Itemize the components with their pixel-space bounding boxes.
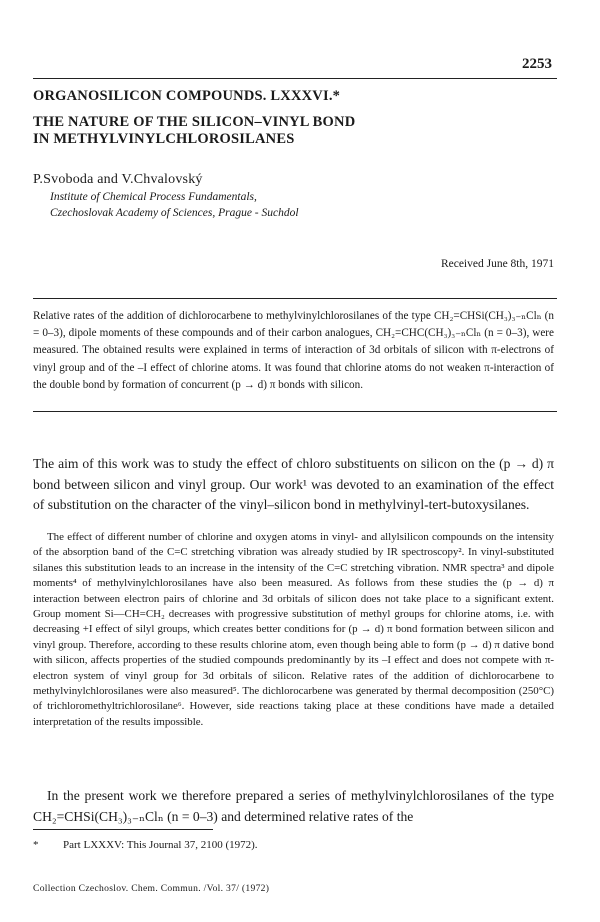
- footnote: [33, 839, 258, 851]
- intro-paragraph: The aim of this work was to study the effect of chloro substituents on silicon on the (p → d) π bond between silicon and vinyl group. Our work¹ was devoted to an examination of the effect of substitution on the character of the vinyl–silicon bond in methylvinyl-tert-butoxysilanes.: [33, 456, 554, 512]
- footnote-text: Part LXXXV: This Journal 37, 2100 (1972).: [63, 839, 258, 851]
- abstract-top-rule: [33, 298, 557, 299]
- header-rule: [33, 78, 557, 79]
- affiliation-line-1: Institute of Chemical Process Fundamentals,: [50, 191, 257, 203]
- footnote-mark: *: [33, 839, 39, 851]
- page-number: 2253: [522, 56, 552, 72]
- footnote-rule: [33, 829, 213, 830]
- article-title-line-3: IN METHYLVINYLCHLOROSILANES: [33, 131, 295, 147]
- body-paragraph: The effect of different number of chlorine and oxygen atoms in vinyl- and allylsilicon compounds on the intensity of the absorption band of the C=C stretching vibration was already studied by IR spectroscopy². In vinyl-substituted silanes this substitution leads to an increase in the intensity of the C=C stretching vibration. NMR spectra³ and dipole moments⁴ of methylvinylchlorosilanes have also been measured. As follows from these studies the (p → d) π interaction between electron pairs of chlorine and 3d orbitals of silicon does not take place to a significant extent. Group moment Si—CH=CH₂ decreases with progressive substitution of methyl groups for chlorine atoms, i.e. with decreasing +I effect of silyl groups, which creates better conditions for (p → d) π bond formation between silicon and vinyl group. Therefore, according to these results chlorine atom, even though being able to form (p → d) π dative bond with silicon, affects properties of the studied compounds predominantly by its –I effect and does not compete with π-electron system of vinyl group for 3d orbitals of silicon. Relative rates of the addition of dichlorocarbene to methylvinylchlorosilanes were also measured⁵. The dichlorocarbene was generated by thermal decomposition (250°C) of trichloromethyltrichlorosilane⁶. However, side reactions taking place at these conditions have made a detailed interpretation of the results impossible.: [33, 531, 554, 728]
- journal-footer: Collection Czechoslov. Chem. Commun. /Vol. 37/ (1972): [33, 883, 270, 894]
- article-title-line-1: ORGANOSILICON COMPOUNDS. LXXXVI.*: [33, 88, 341, 104]
- authors: P.Svoboda and V.Chvalovský: [33, 172, 203, 187]
- present-work-paragraph: In the present work we therefore prepared a series of methylvinylchlorosilanes of the type CH₂=CHSi(CH₃)₃₋ₙClₙ (n = 0–3) and determined relative rates of the: [33, 788, 554, 824]
- article-title-line-2: THE NATURE OF THE SILICON–VINYL BOND: [33, 114, 356, 130]
- received-date: Received June 8th, 1971: [440, 258, 554, 270]
- abstract: Relative rates of the addition of dichlorocarbene to methylvinylchlorosilanes of the type CH₂=CHSi(CH₃)₃₋ₙClₙ (n = 0–3), dipole moments of these compounds and of their carbon analogues, CH₂=CHC(CH₃)₃₋ₙClₙ (n = 0–3), were measured. The obtained results were explained in terms of interaction of 3d orbitals of silicon with π-electrons of vinyl group and of the –I effect of chlorine atoms. It was found that chlorine atoms do not weaken π-interaction of the double bond by formation of concurrent (p → d) π bonds with silicon.: [33, 310, 554, 391]
- abstract-bottom-rule: [33, 411, 557, 412]
- affiliation-line-2: Czechoslovak Academy of Sciences, Prague - Suchdol: [50, 207, 299, 219]
